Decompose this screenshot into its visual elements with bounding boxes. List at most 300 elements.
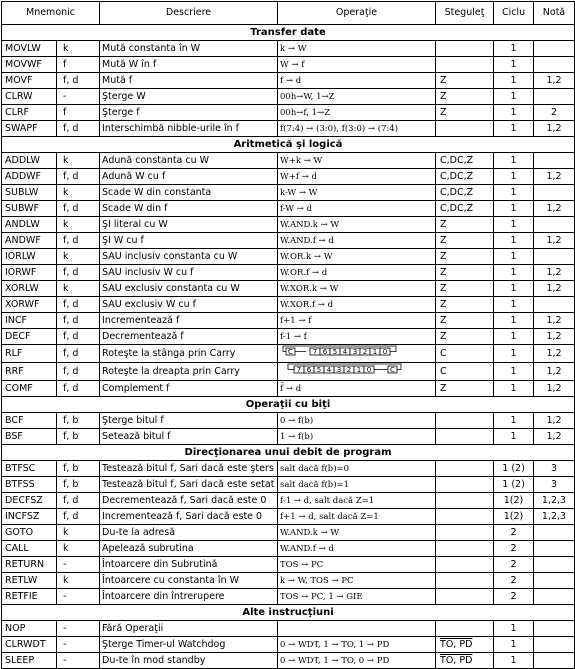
flags: Z	[436, 249, 494, 265]
instruction-row	[2, 363, 575, 381]
operation: TOS → PC	[278, 557, 436, 573]
mnemonic: INCFSZ	[2, 509, 57, 525]
operation: W.OR.k → W	[278, 249, 436, 265]
cycles: 1	[494, 73, 534, 89]
cycles: 1	[494, 41, 534, 57]
notes: 1,2	[534, 121, 575, 137]
instruction-row	[2, 105, 575, 121]
operation: 0 → WDT, 1 → TO, 0 → PD	[278, 653, 436, 669]
operation: W.AND.k → W	[278, 525, 436, 541]
register-bit-label: 4	[326, 366, 332, 374]
operation: W+k → W	[278, 153, 436, 169]
flags: C	[436, 345, 494, 363]
header-flags: Steguleţ	[436, 2, 494, 25]
instruction-row	[2, 557, 575, 573]
notes	[534, 525, 575, 541]
instruction-row	[2, 57, 575, 73]
cycles: 1(2)	[494, 509, 534, 525]
operands: k	[57, 41, 100, 57]
register-bit-label: 1	[372, 348, 378, 356]
flags	[436, 525, 494, 541]
mnemonic: IORLW	[2, 249, 57, 265]
flags	[436, 493, 494, 509]
header-mnemonic: Mnemonic	[2, 2, 100, 25]
flags	[436, 461, 494, 477]
cycles: 1	[494, 185, 534, 201]
flags: C	[436, 363, 494, 381]
flags	[436, 509, 494, 525]
description: Decrementează f	[100, 329, 278, 345]
mnemonic: DECFSZ	[2, 493, 57, 509]
cycles: 1 (2)	[494, 477, 534, 493]
notes	[534, 637, 575, 653]
mnemonic: NOP	[2, 621, 57, 637]
notes	[534, 573, 575, 589]
notes: 1,2	[534, 281, 575, 297]
description: Incrementează f	[100, 313, 278, 329]
register-bit-label: 7	[312, 348, 318, 356]
mnemonic: SUBLW	[2, 185, 57, 201]
mnemonic: XORLW	[2, 281, 57, 297]
section-title: Operaţii cu biţi	[2, 397, 575, 413]
operands: f, d	[57, 345, 100, 363]
operation: f̄ → d	[278, 381, 436, 397]
operation: k → W, TOS → PC	[278, 573, 436, 589]
mnemonic: INCF	[2, 313, 57, 329]
flags	[436, 477, 494, 493]
cycles: 1	[494, 233, 534, 249]
cycles: 2	[494, 541, 534, 557]
operands: k	[57, 541, 100, 557]
instruction-row	[2, 589, 575, 605]
notes	[534, 185, 575, 201]
operation: salt dacă f(b)=0	[278, 461, 436, 477]
description: ŞI W cu f	[100, 233, 278, 249]
notes: 1,2,3	[534, 493, 575, 509]
operation: 1 → f(b)	[278, 429, 436, 445]
mnemonic: ANDWF	[2, 233, 57, 249]
notes: 1,2	[534, 345, 575, 363]
notes	[534, 557, 575, 573]
operands: k	[57, 185, 100, 201]
header-notes: Notă	[534, 2, 575, 25]
operation: W.XOR.k → W	[278, 281, 436, 297]
flags: C,DC,Z	[436, 201, 494, 217]
mnemonic: ANDLW	[2, 217, 57, 233]
operation: f+1 → f	[278, 313, 436, 329]
notes: 3	[534, 477, 575, 493]
operands: f, b	[57, 461, 100, 477]
flags	[436, 41, 494, 57]
header-row	[2, 2, 575, 25]
flags	[436, 589, 494, 605]
instruction-row	[2, 169, 575, 185]
description: Complement f	[100, 381, 278, 397]
rotate-right-diagram	[280, 363, 410, 375]
mnemonic: BTFSS	[2, 477, 57, 493]
operands: -	[57, 637, 100, 653]
section-header	[2, 445, 575, 461]
description: Interschimbă nibble-urile în f	[100, 121, 278, 137]
operands: f, d	[57, 121, 100, 137]
instruction-row	[2, 541, 575, 557]
description: Incrementează f, Sari dacă este 0	[100, 509, 278, 525]
description: SAU exclusiv constanta cu W	[100, 281, 278, 297]
notes: 1,2	[534, 363, 575, 381]
flags: Z	[436, 265, 494, 281]
cycles: 1	[494, 153, 534, 169]
notes	[534, 89, 575, 105]
cycles: 1	[494, 381, 534, 397]
cycles: 2	[494, 589, 534, 605]
register-bit-label: 6	[322, 348, 328, 356]
notes: 1,2	[534, 313, 575, 329]
register-bit-label: 2	[346, 366, 352, 374]
operands: f, d	[57, 297, 100, 313]
flags: Z	[436, 313, 494, 329]
flags: TO, PD	[436, 637, 494, 653]
flags: C,DC,Z	[436, 153, 494, 169]
description: Şterge Timer-ul Watchdog	[100, 637, 278, 653]
instruction-row	[2, 345, 575, 363]
operation: f(7:4) → (3:0), f(3:0) → (7:4)	[278, 121, 436, 137]
mnemonic: ADDWF	[2, 169, 57, 185]
instruction-row	[2, 653, 575, 669]
register-bit-label: 6	[306, 366, 312, 374]
instruction-row	[2, 281, 575, 297]
operands: k	[57, 525, 100, 541]
operation: f+1 → d, salt dacă Z=1	[278, 509, 436, 525]
operands: -	[57, 653, 100, 669]
description: Testează bitul f, Sari dacă este şters	[100, 461, 278, 477]
flags: Z	[436, 297, 494, 313]
notes	[534, 621, 575, 637]
operands: k	[57, 153, 100, 169]
notes	[534, 541, 575, 557]
instruction-row	[2, 461, 575, 477]
instruction-row	[2, 313, 575, 329]
instruction-row	[2, 41, 575, 57]
mnemonic: MOVWF	[2, 57, 57, 73]
operands: f, d	[57, 73, 100, 89]
notes	[534, 153, 575, 169]
mnemonic: BTFSC	[2, 461, 57, 477]
flags: C,DC,Z	[436, 185, 494, 201]
flags: Z	[436, 89, 494, 105]
description: SAU exclusiv W cu f	[100, 297, 278, 313]
operands: f	[57, 105, 100, 121]
description: Şterge f	[100, 105, 278, 121]
cycles: 1	[494, 313, 534, 329]
operation: W.AND.f → d	[278, 541, 436, 557]
mnemonic: MOVLW	[2, 41, 57, 57]
cycles: 1	[494, 169, 534, 185]
operands: f, d	[57, 329, 100, 345]
instruction-table	[1, 1, 575, 669]
operands: f, d	[57, 381, 100, 397]
flags	[436, 573, 494, 589]
cycles: 1	[494, 653, 534, 669]
flags	[436, 429, 494, 445]
description: Scade W din f	[100, 201, 278, 217]
flags	[436, 57, 494, 73]
instruction-row	[2, 477, 575, 493]
operands: -	[57, 89, 100, 105]
register-bit-label: 7	[296, 366, 302, 374]
cycles: 1	[494, 413, 534, 429]
notes	[534, 57, 575, 73]
description: Setează bitul f	[100, 429, 278, 445]
flags: TO, PD	[436, 653, 494, 669]
instruction-row	[2, 265, 575, 281]
instruction-row	[2, 509, 575, 525]
instruction-row	[2, 297, 575, 313]
operands: k	[57, 217, 100, 233]
flags: C,DC,Z	[436, 169, 494, 185]
instruction-row	[2, 153, 575, 169]
notes	[534, 653, 575, 669]
operands: f, d	[57, 313, 100, 329]
operands: f, d	[57, 363, 100, 381]
flags: Z	[436, 281, 494, 297]
instruction-row	[2, 573, 575, 589]
operation	[278, 621, 436, 637]
flags: Z	[436, 381, 494, 397]
instruction-row	[2, 217, 575, 233]
instruction-row	[2, 621, 575, 637]
section-header	[2, 25, 575, 41]
register-bit-label: 3	[336, 366, 342, 374]
cycles: 1	[494, 281, 534, 297]
mnemonic: BSF	[2, 429, 57, 445]
operands: f, d	[57, 265, 100, 281]
description: Şterge bitul f	[100, 413, 278, 429]
notes	[534, 249, 575, 265]
cycles: 2	[494, 557, 534, 573]
operands: f	[57, 57, 100, 73]
notes	[534, 589, 575, 605]
cycles: 1	[494, 105, 534, 121]
header-operation: Operaţie	[278, 2, 436, 25]
instruction-row	[2, 233, 575, 249]
flags	[436, 541, 494, 557]
register-bit-label: 0	[366, 366, 372, 374]
notes: 2	[534, 105, 575, 121]
cycles: 2	[494, 525, 534, 541]
instruction-row	[2, 89, 575, 105]
operation: W.AND.k → W	[278, 217, 436, 233]
operation: W.XOR.f → d	[278, 297, 436, 313]
mnemonic: RETLW	[2, 573, 57, 589]
section-title: Alte instrucţiuni	[2, 605, 575, 621]
description: Întoarcere din Subrutină	[100, 557, 278, 573]
operands: k	[57, 573, 100, 589]
cycles: 1	[494, 429, 534, 445]
description: Roteşte la dreapta prin Carry	[100, 363, 278, 381]
description: Întoarcere din întrerupere	[100, 589, 278, 605]
description: ŞI literal cu W	[100, 217, 278, 233]
instruction-row	[2, 121, 575, 137]
notes: 1,2	[534, 169, 575, 185]
mnemonic: COMF	[2, 381, 57, 397]
mnemonic: RETURN	[2, 557, 57, 573]
notes: 1,2	[534, 201, 575, 217]
description: Adună W cu f	[100, 169, 278, 185]
flags	[436, 621, 494, 637]
section-title: Direcţionarea unui debit de program	[2, 445, 575, 461]
instruction-row	[2, 249, 575, 265]
cycles: 1	[494, 89, 534, 105]
mnemonic: XORWF	[2, 297, 57, 313]
description: Roteşte la stânga prin Carry	[100, 345, 278, 363]
notes: 1,2	[534, 233, 575, 249]
operands: f, b	[57, 429, 100, 445]
operands: f, d	[57, 493, 100, 509]
instruction-row	[2, 73, 575, 89]
operands: -	[57, 557, 100, 573]
notes: 1,2	[534, 73, 575, 89]
cycles: 1	[494, 329, 534, 345]
notes: 1,2	[534, 413, 575, 429]
mnemonic: IORWF	[2, 265, 57, 281]
notes: 1,2,3	[534, 509, 575, 525]
operation: f-1 → d, salt dacă Z=1	[278, 493, 436, 509]
instruction-row	[2, 637, 575, 653]
notes	[534, 41, 575, 57]
header-cycles: Ciclu	[494, 2, 534, 25]
notes	[534, 297, 575, 313]
register-bit-label: 1	[356, 366, 362, 374]
description: Du-te la adresă	[100, 525, 278, 541]
description: Scade W din constanta	[100, 185, 278, 201]
instruction-row	[2, 185, 575, 201]
instruction-row	[2, 413, 575, 429]
operands: k	[57, 281, 100, 297]
flags: Z	[436, 73, 494, 89]
carry-bit-label: C	[288, 348, 293, 356]
instruction-row	[2, 525, 575, 541]
operation: W.AND.f → d	[278, 233, 436, 249]
cycles: 1	[494, 121, 534, 137]
description: Decrementează f, Sari dacă este 0	[100, 493, 278, 509]
mnemonic: SUBWF	[2, 201, 57, 217]
description: Mută constanta în W	[100, 41, 278, 57]
cycles: 1	[494, 57, 534, 73]
operands: f, d	[57, 509, 100, 525]
description: SAU inclusiv constanta cu W	[100, 249, 278, 265]
description: Apelează subrutina	[100, 541, 278, 557]
operation: W → f	[278, 57, 436, 73]
cycles: 2	[494, 573, 534, 589]
section-header	[2, 397, 575, 413]
notes	[534, 217, 575, 233]
notes: 1,2	[534, 429, 575, 445]
rotate-left-diagram	[280, 345, 410, 357]
mnemonic: CLRF	[2, 105, 57, 121]
operation: k-W → W	[278, 185, 436, 201]
cycles: 1(2)	[494, 493, 534, 509]
notes: 3	[534, 461, 575, 477]
section-header	[2, 605, 575, 621]
description: Fără Operaţii	[100, 621, 278, 637]
mnemonic: CLRW	[2, 89, 57, 105]
mnemonic: SWAPF	[2, 121, 57, 137]
instruction-row	[2, 381, 575, 397]
mnemonic: CLRWDT	[2, 637, 57, 653]
operation: 00h→W, 1→Z	[278, 89, 436, 105]
mnemonic: ADDLW	[2, 153, 57, 169]
instruction-row	[2, 201, 575, 217]
carry-bit-label: C	[390, 366, 395, 374]
description: Mută W în f	[100, 57, 278, 73]
cycles: 1 (2)	[494, 461, 534, 477]
operation: k → W	[278, 41, 436, 57]
description: Şterge W	[100, 89, 278, 105]
register-bit-label: 4	[342, 348, 348, 356]
cycles: 1	[494, 265, 534, 281]
instruction-row	[2, 493, 575, 509]
flags	[436, 557, 494, 573]
notes: 1,2	[534, 329, 575, 345]
description: Adună constanta cu W	[100, 153, 278, 169]
flags: Z	[436, 217, 494, 233]
operands: -	[57, 589, 100, 605]
mnemonic: SLEEP	[2, 653, 57, 669]
mnemonic: RRF	[2, 363, 57, 381]
register-bit-label: 5	[316, 366, 322, 374]
description: Întoarcere cu constanta în W	[100, 573, 278, 589]
description: Mută f	[100, 73, 278, 89]
operation: W.OR.f → d	[278, 265, 436, 281]
flags	[436, 413, 494, 429]
cycles: 1	[494, 621, 534, 637]
flags	[436, 121, 494, 137]
section-title: Aritmetică şi logică	[2, 137, 575, 153]
flags: Z	[436, 329, 494, 345]
operation: 0 → f(b)	[278, 413, 436, 429]
operands: f, d	[57, 233, 100, 249]
cycles: 1	[494, 637, 534, 653]
operation: f-W → d	[278, 201, 436, 217]
operands: k	[57, 249, 100, 265]
operation: f-1 → f	[278, 329, 436, 345]
mnemonic: MOVF	[2, 73, 57, 89]
section-title: Transfer date	[2, 25, 575, 41]
register-bit-label: 2	[362, 348, 368, 356]
description: Du-te în mod standby	[100, 653, 278, 669]
register-bit-label: 5	[332, 348, 338, 356]
cycles: 1	[494, 249, 534, 265]
operands: f, d	[57, 169, 100, 185]
operation: TOS → PC, 1 → GIE	[278, 589, 436, 605]
header-description: Descriere	[100, 2, 278, 25]
operation	[278, 345, 436, 363]
operands: f, b	[57, 477, 100, 493]
operands: -	[57, 621, 100, 637]
cycles: 1	[494, 201, 534, 217]
mnemonic: BCF	[2, 413, 57, 429]
operation: 0 → WDT, 1 → TO, 1 → PD	[278, 637, 436, 653]
description: Testează bitul f, Sari dacă este setat	[100, 477, 278, 493]
operation	[278, 363, 436, 381]
operands: f, d	[57, 201, 100, 217]
cycles: 1	[494, 363, 534, 381]
operation: f → d	[278, 73, 436, 89]
operands: f, b	[57, 413, 100, 429]
notes: 1,2	[534, 381, 575, 397]
cycles: 1	[494, 297, 534, 313]
cycles: 1	[494, 217, 534, 233]
